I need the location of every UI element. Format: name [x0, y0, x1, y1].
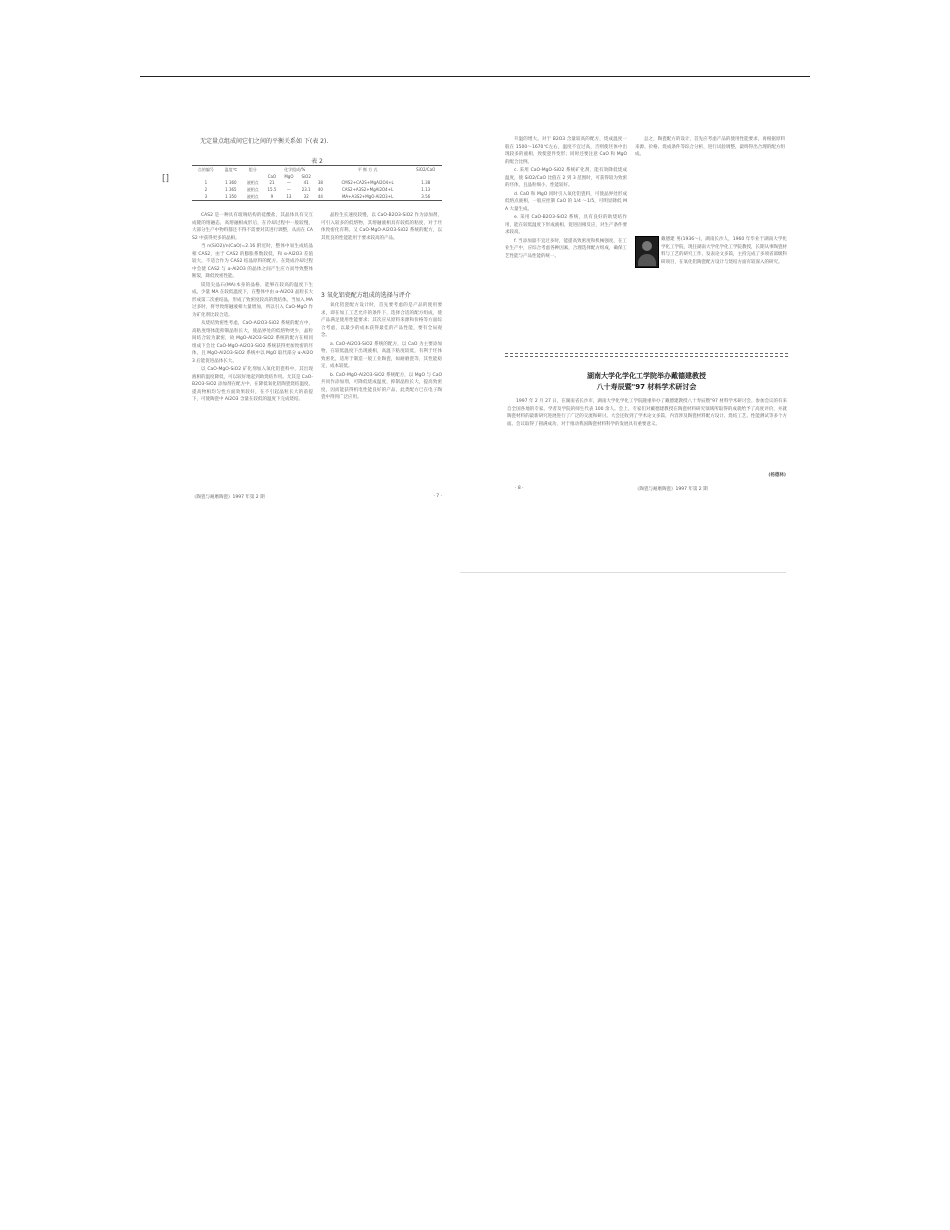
table-cell: 3.56 — [409, 193, 442, 201]
paragraph: CAS2 是一种具有玻璃结构的硅酸盐，其晶体具有交互成键的熔融态，高熔融相成形后，在冷却过程中一般较慢，大部分生产中物料都还不得不需要对其进行调整，从而在 CAS2 中获得更多的晶相。 — [192, 213, 313, 241]
author-bio — [661, 236, 787, 342]
intro-line: 无定量点组成间它们之间的平衡关系如 下(表 2). — [200, 138, 329, 145]
paragraph: d. CaO 和 MgO 同时引入氧化铝瓷料，可使晶界处形成低熔点液相，一般应控制 CaO 的 1/4 ～1/5，可明显降低 MA 大量生成。 — [505, 191, 627, 212]
table-header-cell: SiO2 — [301, 173, 311, 179]
section-divider — [505, 353, 788, 357]
paragraph: c. 采用 CaO-MgO-SiO2 系统矿化剂，能有效降低烧成温度，使 SiO2/CaO 比值在 2 到 3 范围时，可获得较为致密的坯体，且晶粒细小，性能较好。 — [505, 168, 627, 188]
table-cell: 38 — [317, 180, 323, 185]
paragraph: 从烧结致密性考虑，CaO-Al2O3-SiO2 系统的配方中，高粘度熔体能抑制晶粒长大，使晶界处的低熔物更少，晶粒间结合较为紧密，故 MgO-Al2O3-SiO2 系统的配方在相同组成下会比 CaO-MgO-Al2O3-SiO2 系统获得更加致密的坯体，且 MgO-Al2O3-SiO2 系统中以 MgO 取代部分 α-Al2O3 后能促进晶体长大。 — [192, 321, 313, 364]
table-header-group-row — [192, 166, 442, 174]
author-photo — [635, 236, 659, 268]
paragraph: 晶粒生长速度较慢，以 CaO-B2O3-SiO2 作为添加剂，可引入较多的低熔物，其熔融液相具有较低的粘度，对于坯体致密化有利。又 CaO-MgO-Al2O3-SiO2 系统的配方，以其优良的性能能用于要求较高的产品。 — [321, 213, 442, 241]
section-heading: 3 氧化铝瓷配方组成的选择与评介 — [321, 292, 411, 299]
paragraph: 升温的增大。对于 B2O3 含量较高的配方，烧成温度一般在 1500～1670℃左右，温度不宜过高，否则使坯体中出现较多的液相，致使瓷件变形；同时还要注意 CaO 和 MgO 的配合比例。 — [505, 137, 627, 165]
table-cell: 1.13 — [421, 187, 431, 192]
table-cell: 9 — [264, 193, 281, 201]
news-title-line-1: 湖南大学化学化工学院举办戴德建教授 — [587, 372, 706, 380]
paragraph: b. CaO-MgO-Al2O3-SiO2 系统配方，以 MgO 与 CaO 共同作添加剂，可降低烧成温度，抑制晶粒长大，提高致密度，因而能获得机电性能良好的产品，此类配方已在电子陶瓷中得到广泛应用。 — [321, 372, 442, 400]
table-cell: 40 — [317, 187, 323, 192]
table-cell: CMS2+CA2S+MgAl2O4+L — [341, 180, 394, 185]
table-row — [192, 179, 442, 186]
table-cell: 21 — [269, 180, 275, 185]
table-cell: MA+A3S2+MgO·Al2O3+L — [326, 193, 410, 201]
header-rule — [140, 76, 810, 77]
news-signature: (杨德林) — [768, 473, 786, 478]
table-header-cell: 组分 — [242, 166, 264, 174]
left-page — [192, 136, 442, 502]
right-column-1 — [505, 136, 627, 348]
table-cell: 1 — [204, 180, 208, 185]
paragraph: 氧化铝瓷配方设计时，首先要考虑的是产品的使用要求，即在加工工艺允许的条件下，选择合适的配方组成，使产品满足使用性能要求；其次应从原料来源和价格等方面综合考虑，以最少的成本获得最佳的产品性能，要有全局观念。 — [321, 303, 442, 338]
margin-mark: [] — [162, 174, 170, 184]
table-row — [192, 193, 442, 201]
table-cell: 液相点 — [246, 186, 259, 192]
paragraph: 总之，陶瓷配方的设计，首先应考虑产品的使用性能要求，再根据原料来源、价格、烧成条件等综合分析，进行试验调整，最终得出合理的配方组成。 — [635, 137, 785, 157]
left-column-2-top — [321, 212, 442, 284]
left-column-1 — [192, 212, 313, 490]
table-cell: 23.1 — [301, 187, 311, 192]
table-cell: 1 365 — [225, 187, 237, 192]
equilibrium-table — [192, 165, 442, 201]
table-cell: 液相点 — [242, 193, 264, 201]
table-header-cell: MgO — [284, 173, 294, 179]
table-cell: 13 — [280, 193, 297, 201]
right-page — [505, 136, 788, 502]
table-cell: 32 — [297, 193, 314, 201]
table-cell: 41 — [303, 180, 309, 185]
table-cell: 15.5 — [267, 187, 277, 192]
table-cell: — — [286, 180, 291, 185]
right-column-2 — [635, 136, 785, 226]
left-column-2-bottom — [321, 302, 442, 490]
table-cell: 44 — [315, 193, 326, 201]
left-footer-journal: 《陶瓷与耐磨陶瓷》1997 年第 2 期 — [192, 495, 265, 500]
paragraph: e. 采用 CaO-B2O3-SiO2 系统，具有良好的助烧结作用，能在较低温度下形成液相，促进固相反应，对生产条件要求较高。 — [505, 215, 627, 235]
table-cell: CAS2+A3S2+MgAl2O4+L — [341, 187, 394, 192]
table-header-cell: 温度℃ — [220, 166, 242, 174]
page-edge-line — [460, 572, 786, 573]
table-cell: 2 — [204, 187, 208, 192]
paragraph: a. CaO-Al2O3-SiO2 系统的配方，以 CaO 为主要添加物，在较低温度下出现液相，高温下粘度较低，有利于坯体致密化，适用于制造一般工业陶瓷，如耐磨瓷等，其性能稳定，成本较低。 — [321, 341, 442, 369]
table-header-cell: 点的编号 — [192, 166, 220, 174]
table-title: 表 2 — [311, 158, 323, 165]
table-cell: 1 360 — [225, 180, 237, 185]
paragraph: 以 CaO-MgO-SiO2 矿化剂加入氧化铝瓷料中，其出现液相的温度降低，可以较好地起到助烧结作用。尤其是 CaO-B2O3-SiO2 添加剂在配方中，在降低氧化铝陶瓷烧结温度、提高物相均匀性方面效果较好，在不引起晶粒长大的前提下，可使陶瓷中 Al2O3 含量在较低的温度下完成烧结。 — [192, 367, 313, 402]
paragraph: 当 n(SiO2)/n(CaO)=2.16 附近时，整体中易生成结晶相 CAS2，由于 CAS2 的膨胀系数较低，和 α-Al2O3 差值较大，不适合作为 CAS2 结晶原料的配方，在烧成冷却过程中会使 CAS2 与 α-Al2O3 的晶体之间产生应力而导致整体断裂，降低致密性能。 — [192, 244, 313, 279]
author-bio-text: 戴德建 男(1936～)，湖南长沙人，1960 年毕业于湖南大学化学化工学院，现任湖南大学化学化工学院教授，长期从事陶瓷材料与工艺的研究工作，发表论文多篇，主持完成了多项省部级科研项目，在氧化铝陶瓷配方设计与烧结方面有较深入的研究。 — [661, 237, 787, 265]
left-footer-page-number: · 7 · — [433, 494, 442, 499]
paragraph: 镁铝尖晶石(MA)本身的晶格，能够在较高的温度下生成。少量 MA 在较低温度下，在整体中由 α-Al2O3 晶粒长大形成第二次重结晶，形成了致密度较高的烧结体。当加入 MA 过多时，将导致熔融液相大量增加，所以引入 CaO-MgO 作为矿化剂比较合适。 — [192, 282, 313, 318]
right-footer-page-number: · 8 · — [515, 486, 524, 491]
news-body — [507, 398, 787, 470]
table-cell: 3 — [192, 193, 220, 201]
paragraph: f. 当添加量不宜过多时，能提高致密度和机械强度，在工业生产中，应综合考虑各种因素，合理选择配方组成，确保工艺性能与产品性能的统一。 — [505, 238, 627, 259]
table-header-cell: CaO — [267, 173, 277, 179]
table-header-group: 化学组成/% — [264, 166, 326, 174]
paragraph: 1997 年 2 月 27 日，在湖南省长沙市，湖南大学化学化工学院隆重举办了戴德建教授八十寿辰暨"97 材料学术研讨会。参加会议的有来自全国各地的专家、学者及学院的师生代表 100 余人。会上，专家们对戴德建教授在陶瓷材料研究领域所取得的成就给予了高度评价，并就陶瓷材料的最新研究进展进行了广泛的交流和研讨。大会还收到了学术论文多篇，内容涉及陶瓷材料配方设计、烧结工艺、性能测试等多个方面。会议取得了圆满成功，对于推动我国陶瓷材料科学的发展具有重要意义。 — [507, 399, 787, 427]
news-title-line-2: 八十寿辰暨"97 材料学术研讨会 — [596, 383, 697, 391]
table-cell: — — [286, 187, 291, 192]
table-cell: 液相点 — [246, 179, 259, 185]
table-header-cell: 平 衡 方 式 — [326, 166, 410, 174]
right-footer-journal: 《陶瓷与耐磨陶瓷》1997 年第 2 期 — [635, 487, 708, 492]
table-row — [192, 186, 442, 193]
table-header-cell: SiO2/CaO — [409, 166, 442, 174]
table-cell: 1.38 — [421, 180, 431, 185]
table-cell: 1 350 — [220, 193, 242, 201]
